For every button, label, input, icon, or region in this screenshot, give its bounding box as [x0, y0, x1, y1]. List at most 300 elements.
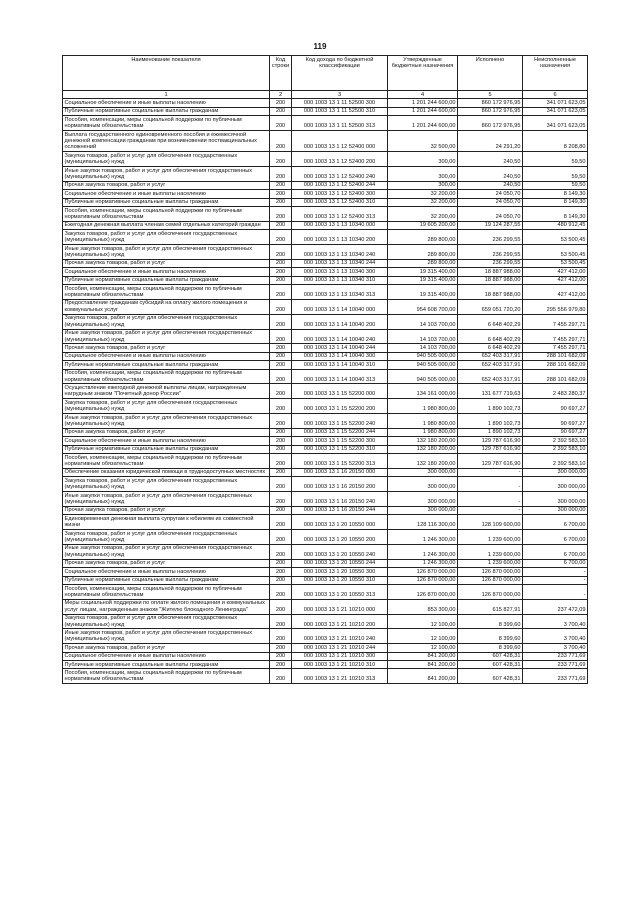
- row-executed-cell: 652 403 317,91: [458, 361, 523, 369]
- row-code-cell: 200: [270, 152, 292, 167]
- table-row: [63, 181, 588, 189]
- table-row: [63, 131, 588, 152]
- row-code-cell: 200: [270, 468, 292, 476]
- row-unexecuted-cell: 8 208,80: [523, 131, 588, 152]
- row-unexecuted-cell: 53 500,45: [523, 230, 588, 245]
- column-number: 3: [292, 91, 388, 99]
- row-approved-cell: 12 100,00: [388, 614, 458, 629]
- row-classification-cell: 000 1003 13 1 15 52200 240: [292, 414, 388, 429]
- table-row: [63, 152, 588, 167]
- row-name-cell: Прочая закупка товаров, работ и услуг: [63, 259, 270, 267]
- row-executed-cell: 24 291,20: [458, 131, 523, 152]
- row-executed-cell: 131 677 719,63: [458, 384, 523, 399]
- row-code-cell: 200: [270, 437, 292, 445]
- row-unexecuted-cell: 3 700,40: [523, 644, 588, 652]
- table-row: [63, 221, 588, 229]
- row-approved-cell: 132 180 200,00: [388, 445, 458, 453]
- row-name-cell: Меры социальной поддержки по оплате жилого помещения и коммунальных услуг лицам, награжденным знаком "Жителю блокадного Ленинграда": [63, 599, 270, 614]
- table-row: [63, 515, 588, 530]
- row-unexecuted-cell: 3 700,40: [523, 614, 588, 629]
- row-approved-cell: 126 870 000,00: [388, 568, 458, 576]
- row-classification-cell: 000 1003 13 1 21 10210 000: [292, 599, 388, 614]
- row-approved-cell: 32 200,00: [388, 190, 458, 198]
- row-code-cell: 200: [270, 544, 292, 559]
- row-classification-cell: 000 1003 13 1 11 52500 300: [292, 99, 388, 107]
- row-name-cell: Пособия, компенсации, меры социальной поддержки по публичным нормативным обязательствам: [63, 285, 270, 300]
- row-executed-cell: 236 299,55: [458, 259, 523, 267]
- column-number: 6: [523, 91, 588, 99]
- row-approved-cell: 1 246 300,00: [388, 544, 458, 559]
- row-unexecuted-cell: 480 912,45: [523, 221, 588, 229]
- table-row: [63, 230, 588, 245]
- row-name-cell: Публичные нормативные социальные выплаты гражданам: [63, 661, 270, 669]
- row-name-cell: Предоставление гражданам субсидий на оплату жилого помещения и коммунальных услуг: [63, 299, 270, 314]
- row-approved-cell: 300 000,00: [388, 506, 458, 514]
- row-classification-cell: 000 1003 13 1 16 20150 240: [292, 492, 388, 507]
- row-executed-cell: 1 890 102,73: [458, 414, 523, 429]
- row-classification-cell: 000 1003 13 1 20 10550 244: [292, 559, 388, 567]
- row-name-cell: Социальное обеспечение и иные выплаты населению: [63, 568, 270, 576]
- row-unexecuted-cell: 341 071 623,05: [523, 116, 588, 131]
- row-approved-cell: 853 300,00: [388, 599, 458, 614]
- row-code-cell: 200: [270, 221, 292, 229]
- row-executed-cell: 19 124 287,55: [458, 221, 523, 229]
- row-name-cell: Прочая закупка товаров, работ и услуг: [63, 506, 270, 514]
- table-row: [63, 259, 588, 267]
- row-code-cell: 200: [270, 530, 292, 545]
- row-classification-cell: 000 1003 13 1 12 52400 000: [292, 131, 388, 152]
- row-unexecuted-cell: 2 392 583,10: [523, 454, 588, 469]
- row-executed-cell: 607 428,31: [458, 652, 523, 660]
- row-name-cell: Пособия, компенсации, меры социальной поддержки по публичным нормативным обязательствам: [63, 369, 270, 384]
- row-approved-cell: 12 100,00: [388, 644, 458, 652]
- row-executed-cell: 1 239 600,00: [458, 559, 523, 567]
- table-row: [63, 477, 588, 492]
- row-executed-cell: 652 403 317,91: [458, 352, 523, 360]
- row-code-cell: 200: [270, 384, 292, 399]
- row-classification-cell: 000 1003 13 1 16 20150 244: [292, 506, 388, 514]
- row-unexecuted-cell: 427 412,00: [523, 276, 588, 284]
- column-number-row: [63, 91, 588, 99]
- table-row: [63, 669, 588, 684]
- row-name-cell: Прочая закупка товаров, работ и услуг: [63, 428, 270, 436]
- row-unexecuted-cell: -: [523, 585, 588, 600]
- row-approved-cell: 1 201 244 600,00: [388, 99, 458, 107]
- table-row: [63, 384, 588, 399]
- row-classification-cell: 000 1003 13 1 11 52500 313: [292, 116, 388, 131]
- table-row: [63, 190, 588, 198]
- table-row: [63, 428, 588, 436]
- row-code-cell: 200: [270, 99, 292, 107]
- row-unexecuted-cell: 6 700,00: [523, 515, 588, 530]
- row-classification-cell: 000 1003 13 1 15 52200 310: [292, 445, 388, 453]
- row-classification-cell: 000 1003 13 1 13 10340 240: [292, 245, 388, 260]
- table-row: [63, 585, 588, 600]
- header-code: Код строки: [270, 56, 292, 91]
- row-executed-cell: 6 648 402,29: [458, 344, 523, 352]
- row-approved-cell: 289 800,00: [388, 245, 458, 260]
- row-name-cell: Иные закупки товаров, работ и услуг для обеспечения государственных (муниципальных) нужд: [63, 167, 270, 182]
- row-executed-cell: 860 172 976,95: [458, 116, 523, 131]
- row-code-cell: 200: [270, 614, 292, 629]
- row-classification-cell: 000 1003 13 1 12 52400 313: [292, 207, 388, 222]
- row-name-cell: Пособия, компенсации, меры социальной поддержки по публичным нормативным обязательствам: [63, 116, 270, 131]
- row-code-cell: 200: [270, 559, 292, 567]
- row-executed-cell: 18 887 988,00: [458, 276, 523, 284]
- row-name-cell: Иные закупки товаров, работ и услуг для обеспечения государственных (муниципальных) нужд: [63, 245, 270, 260]
- row-classification-cell: 000 1003 13 1 15 52200 000: [292, 384, 388, 399]
- row-code-cell: 200: [270, 329, 292, 344]
- row-approved-cell: 128 116 300,00: [388, 515, 458, 530]
- row-approved-cell: 954 608 700,00: [388, 299, 458, 314]
- row-unexecuted-cell: 8 149,30: [523, 190, 588, 198]
- table-row: [63, 99, 588, 107]
- row-classification-cell: 000 1003 13 1 13 10340 300: [292, 268, 388, 276]
- row-classification-cell: 000 1003 13 1 21 10210 240: [292, 629, 388, 644]
- header-approved: Утвержденные бюджетные назначения: [388, 56, 458, 91]
- row-unexecuted-cell: 300 000,00: [523, 492, 588, 507]
- row-name-cell: Публичные нормативные социальные выплаты гражданам: [63, 276, 270, 284]
- row-classification-cell: 000 1003 13 1 12 52400 300: [292, 190, 388, 198]
- row-approved-cell: 940 505 000,00: [388, 352, 458, 360]
- table-row: [63, 614, 588, 629]
- row-classification-cell: 000 1003 13 1 21 10210 313: [292, 669, 388, 684]
- row-code-cell: 200: [270, 207, 292, 222]
- row-unexecuted-cell: 90 697,27: [523, 428, 588, 436]
- row-unexecuted-cell: 427 412,00: [523, 268, 588, 276]
- row-code-cell: 200: [270, 399, 292, 414]
- row-unexecuted-cell: 233 771,69: [523, 669, 588, 684]
- row-classification-cell: 000 1003 13 1 13 10340 244: [292, 259, 388, 267]
- row-executed-cell: 240,50: [458, 152, 523, 167]
- row-name-cell: Пособия, компенсации, меры социальной поддержки по публичным нормативным обязательствам: [63, 585, 270, 600]
- table-row: [63, 437, 588, 445]
- row-name-cell: Иные закупки товаров, работ и услуг для обеспечения государственных (муниципальных) нужд: [63, 544, 270, 559]
- row-unexecuted-cell: 8 149,30: [523, 207, 588, 222]
- row-approved-cell: 1 246 300,00: [388, 559, 458, 567]
- row-unexecuted-cell: 6 700,00: [523, 530, 588, 545]
- row-classification-cell: 000 1003 13 1 15 52200 244: [292, 428, 388, 436]
- row-approved-cell: 126 870 000,00: [388, 585, 458, 600]
- table-row: [63, 167, 588, 182]
- row-executed-cell: 24 050,70: [458, 207, 523, 222]
- row-executed-cell: -: [458, 506, 523, 514]
- row-executed-cell: 129 787 616,90: [458, 445, 523, 453]
- row-unexecuted-cell: 233 771,69: [523, 652, 588, 660]
- row-unexecuted-cell: 90 697,27: [523, 399, 588, 414]
- row-unexecuted-cell: 8 149,30: [523, 198, 588, 206]
- header-classification: Код дохода по бюджетной классификации: [292, 56, 388, 91]
- row-name-cell: Иные закупки товаров, работ и услуг для обеспечения государственных (муниципальных) нужд: [63, 414, 270, 429]
- table-row: [63, 661, 588, 669]
- table-row: [63, 644, 588, 652]
- table-row: [63, 352, 588, 360]
- row-name-cell: Ежегодная денежная выплата членам семей отдельных категорий граждан: [63, 221, 270, 229]
- row-code-cell: 200: [270, 107, 292, 115]
- row-classification-cell: 000 1003 13 1 20 10550 000: [292, 515, 388, 530]
- row-name-cell: Публичные нормативные социальные выплаты гражданам: [63, 107, 270, 115]
- row-code-cell: 200: [270, 669, 292, 684]
- row-approved-cell: 126 870 000,00: [388, 576, 458, 584]
- row-executed-cell: 128 109 600,00: [458, 515, 523, 530]
- row-name-cell: Социальное обеспечение и иные выплаты населению: [63, 99, 270, 107]
- row-approved-cell: 940 505 000,00: [388, 369, 458, 384]
- row-executed-cell: 126 870 000,00: [458, 568, 523, 576]
- row-classification-cell: 000 1003 13 1 13 10340 313: [292, 285, 388, 300]
- table-body: [63, 99, 588, 684]
- row-executed-cell: 8 399,60: [458, 614, 523, 629]
- row-name-cell: Социальное обеспечение и иные выплаты населению: [63, 190, 270, 198]
- table-row: [63, 369, 588, 384]
- row-name-cell: Пособия, компенсации, меры социальной поддержки по публичным нормативным обязательствам: [63, 669, 270, 684]
- table-row: [63, 299, 588, 314]
- row-code-cell: 200: [270, 167, 292, 182]
- row-executed-cell: 659 051 720,20: [458, 299, 523, 314]
- row-name-cell: Закупка товаров, работ и услуг для обеспечения государственных (муниципальных) нужд: [63, 614, 270, 629]
- row-unexecuted-cell: 59,50: [523, 167, 588, 182]
- row-classification-cell: 000 1003 13 1 14 10040 300: [292, 352, 388, 360]
- row-code-cell: 200: [270, 644, 292, 652]
- row-code-cell: 200: [270, 276, 292, 284]
- row-name-cell: Иные закупки товаров, работ и услуг для обеспечения государственных (муниципальных) нужд: [63, 629, 270, 644]
- row-executed-cell: 860 172 976,95: [458, 99, 523, 107]
- row-unexecuted-cell: 288 101 682,09: [523, 352, 588, 360]
- row-code-cell: 200: [270, 259, 292, 267]
- row-code-cell: 200: [270, 428, 292, 436]
- row-executed-cell: 18 887 988,00: [458, 285, 523, 300]
- table-row: [63, 268, 588, 276]
- row-code-cell: 200: [270, 454, 292, 469]
- row-executed-cell: 860 172 976,95: [458, 107, 523, 115]
- table-header-row: [63, 56, 588, 91]
- row-name-cell: Публичные нормативные социальные выплаты гражданам: [63, 445, 270, 453]
- row-executed-cell: -: [458, 468, 523, 476]
- row-executed-cell: 129 787 616,90: [458, 454, 523, 469]
- row-name-cell: Прочая закупка товаров, работ и услуг: [63, 344, 270, 352]
- row-name-cell: Социальное обеспечение и иные выплаты населению: [63, 352, 270, 360]
- row-approved-cell: 940 505 000,00: [388, 361, 458, 369]
- row-approved-cell: 841 200,00: [388, 669, 458, 684]
- row-classification-cell: 000 1003 13 1 13 10340 000: [292, 221, 388, 229]
- row-approved-cell: 132 180 200,00: [388, 437, 458, 445]
- row-executed-cell: 1 239 600,00: [458, 544, 523, 559]
- row-classification-cell: 000 1003 13 1 13 10340 200: [292, 230, 388, 245]
- row-code-cell: 200: [270, 506, 292, 514]
- row-name-cell: Прочая закупка товаров, работ и услуг: [63, 644, 270, 652]
- row-approved-cell: 1 980 800,00: [388, 428, 458, 436]
- row-name-cell: Прочая закупка товаров, работ и услуг: [63, 559, 270, 567]
- row-code-cell: 200: [270, 344, 292, 352]
- row-unexecuted-cell: 2 483 280,37: [523, 384, 588, 399]
- row-unexecuted-cell: 59,50: [523, 181, 588, 189]
- row-executed-cell: 1 890 102,73: [458, 399, 523, 414]
- row-code-cell: 200: [270, 661, 292, 669]
- row-executed-cell: 240,50: [458, 167, 523, 182]
- row-executed-cell: 1 239 600,00: [458, 530, 523, 545]
- table-row: [63, 544, 588, 559]
- table-row: [63, 207, 588, 222]
- row-approved-cell: 300,00: [388, 167, 458, 182]
- row-code-cell: 200: [270, 198, 292, 206]
- row-classification-cell: 000 1003 13 1 20 10550 313: [292, 585, 388, 600]
- row-code-cell: 200: [270, 576, 292, 584]
- row-classification-cell: 000 1003 13 1 16 20150 200: [292, 477, 388, 492]
- row-approved-cell: 300 000,00: [388, 477, 458, 492]
- row-name-cell: Выплата государственного единовременного пособия и ежемесячной денежной компенсации гражданам при возникновении поствакцинальных осложнений: [63, 131, 270, 152]
- row-code-cell: 200: [270, 116, 292, 131]
- table-row: [63, 285, 588, 300]
- row-approved-cell: 289 800,00: [388, 230, 458, 245]
- row-name-cell: Осуществление ежегодной денежной выплаты лицам, награжденным нагрудным знаком "Почетный донор России": [63, 384, 270, 399]
- column-number: 2: [270, 91, 292, 99]
- row-executed-cell: 24 050,70: [458, 198, 523, 206]
- row-code-cell: 200: [270, 445, 292, 453]
- row-approved-cell: 300,00: [388, 181, 458, 189]
- row-unexecuted-cell: 3 700,40: [523, 629, 588, 644]
- row-code-cell: 200: [270, 131, 292, 152]
- row-classification-cell: 000 1003 13 1 20 10550 300: [292, 568, 388, 576]
- table-row: [63, 492, 588, 507]
- header-unexecuted: Неисполненные назначения: [523, 56, 588, 91]
- row-approved-cell: 19 315 400,00: [388, 276, 458, 284]
- table-row: [63, 454, 588, 469]
- table-row: [63, 414, 588, 429]
- row-name-cell: Закупка товаров, работ и услуг для обеспечения государственных (муниципальных) нужд: [63, 399, 270, 414]
- row-code-cell: 200: [270, 492, 292, 507]
- row-classification-cell: 000 1003 13 1 21 10210 200: [292, 614, 388, 629]
- table-row: [63, 445, 588, 453]
- row-name-cell: Единовременная денежная выплата супругам к юбилеям их совместной жизни: [63, 515, 270, 530]
- row-code-cell: 200: [270, 230, 292, 245]
- row-unexecuted-cell: 6 700,00: [523, 544, 588, 559]
- row-approved-cell: 134 161 000,00: [388, 384, 458, 399]
- row-approved-cell: 14 103 700,00: [388, 329, 458, 344]
- page-number: 119: [313, 42, 327, 51]
- row-approved-cell: 1 980 800,00: [388, 414, 458, 429]
- row-unexecuted-cell: 90 697,27: [523, 414, 588, 429]
- table-row: [63, 599, 588, 614]
- row-executed-cell: 126 870 000,00: [458, 576, 523, 584]
- row-approved-cell: 300 000,00: [388, 492, 458, 507]
- row-approved-cell: 1 246 300,00: [388, 530, 458, 545]
- column-number: 1: [63, 91, 270, 99]
- row-unexecuted-cell: 341 071 623,05: [523, 107, 588, 115]
- table-row: [63, 198, 588, 206]
- row-unexecuted-cell: 2 392 583,10: [523, 437, 588, 445]
- row-name-cell: Социальное обеспечение и иные выплаты населению: [63, 268, 270, 276]
- row-approved-cell: 841 200,00: [388, 661, 458, 669]
- row-executed-cell: 236 299,55: [458, 230, 523, 245]
- row-approved-cell: 14 103 700,00: [388, 344, 458, 352]
- row-executed-cell: 18 887 988,00: [458, 268, 523, 276]
- row-approved-cell: 12 100,00: [388, 629, 458, 644]
- row-executed-cell: -: [458, 492, 523, 507]
- row-unexecuted-cell: -: [523, 568, 588, 576]
- row-unexecuted-cell: 300 000,00: [523, 477, 588, 492]
- row-unexecuted-cell: 233 771,69: [523, 661, 588, 669]
- row-approved-cell: 1 201 244 600,00: [388, 116, 458, 131]
- row-unexecuted-cell: 59,50: [523, 152, 588, 167]
- row-classification-cell: 000 1003 13 1 21 10210 310: [292, 661, 388, 669]
- row-classification-cell: 000 1003 13 1 14 10040 310: [292, 361, 388, 369]
- row-unexecuted-cell: 6 700,00: [523, 559, 588, 567]
- row-code-cell: 200: [270, 369, 292, 384]
- row-executed-cell: 8 399,60: [458, 644, 523, 652]
- table-row: [63, 344, 588, 352]
- row-classification-cell: 000 1003 13 1 14 10040 240: [292, 329, 388, 344]
- row-unexecuted-cell: 300 000,00: [523, 468, 588, 476]
- row-executed-cell: 615 827,91: [458, 599, 523, 614]
- row-approved-cell: 19 315 400,00: [388, 268, 458, 276]
- row-unexecuted-cell: 288 101 682,09: [523, 361, 588, 369]
- row-classification-cell: 000 1003 13 1 11 52500 310: [292, 107, 388, 115]
- row-classification-cell: 000 1003 13 1 12 52400 240: [292, 167, 388, 182]
- row-unexecuted-cell: 300 000,00: [523, 506, 588, 514]
- row-approved-cell: 32 200,00: [388, 207, 458, 222]
- row-executed-cell: 607 428,31: [458, 661, 523, 669]
- row-unexecuted-cell: 237 472,09: [523, 599, 588, 614]
- row-classification-cell: 000 1003 13 1 15 52200 313: [292, 454, 388, 469]
- row-approved-cell: 14 103 700,00: [388, 314, 458, 329]
- row-classification-cell: 000 1003 13 1 15 52200 200: [292, 399, 388, 414]
- table-row: [63, 399, 588, 414]
- row-classification-cell: 000 1003 13 1 16 20150 000: [292, 468, 388, 476]
- row-unexecuted-cell: 288 101 682,09: [523, 369, 588, 384]
- row-classification-cell: 000 1003 13 1 15 52200 300: [292, 437, 388, 445]
- table-row: [63, 530, 588, 545]
- row-classification-cell: 000 1003 13 1 14 10040 313: [292, 369, 388, 384]
- row-code-cell: 200: [270, 190, 292, 198]
- row-code-cell: 200: [270, 299, 292, 314]
- row-unexecuted-cell: 7 455 297,71: [523, 344, 588, 352]
- row-name-cell: Закупка товаров, работ и услуг для обеспечения государственных (муниципальных) нужд: [63, 152, 270, 167]
- row-unexecuted-cell: -: [523, 576, 588, 584]
- row-name-cell: Пособия, компенсации, меры социальной поддержки по публичным нормативным обязательствам: [63, 207, 270, 222]
- row-unexecuted-cell: 7 455 297,71: [523, 329, 588, 344]
- row-executed-cell: -: [458, 477, 523, 492]
- row-code-cell: 200: [270, 314, 292, 329]
- row-code-cell: 200: [270, 361, 292, 369]
- table-row: [63, 559, 588, 567]
- row-executed-cell: 6 648 402,29: [458, 329, 523, 344]
- row-classification-cell: 000 1003 13 1 12 52400 244: [292, 181, 388, 189]
- table-row: [63, 506, 588, 514]
- row-classification-cell: 000 1003 13 1 20 10550 310: [292, 576, 388, 584]
- table-row: [63, 576, 588, 584]
- row-code-cell: 200: [270, 414, 292, 429]
- table-row: [63, 245, 588, 260]
- row-classification-cell: 000 1003 13 1 12 52400 310: [292, 198, 388, 206]
- row-name-cell: Закупка товаров, работ и услуг для обеспечения государственных (муниципальных) нужд: [63, 530, 270, 545]
- row-unexecuted-cell: 2 392 583,10: [523, 445, 588, 453]
- row-executed-cell: 6 648 402,29: [458, 314, 523, 329]
- row-name-cell: Публичные нормативные социальные выплаты гражданам: [63, 576, 270, 584]
- row-approved-cell: 132 180 200,00: [388, 454, 458, 469]
- row-classification-cell: 000 1003 13 1 13 10340 310: [292, 276, 388, 284]
- row-name-cell: Закупка товаров, работ и услуг для обеспечения государственных (муниципальных) нужд: [63, 230, 270, 245]
- row-code-cell: 200: [270, 599, 292, 614]
- row-approved-cell: 300 000,00: [388, 468, 458, 476]
- row-approved-cell: 32 200,00: [388, 198, 458, 206]
- row-name-cell: Социальное обеспечение и иные выплаты населению: [63, 652, 270, 660]
- row-unexecuted-cell: 341 071 623,05: [523, 99, 588, 107]
- table-row: [63, 116, 588, 131]
- row-name-cell: Прочая закупка товаров, работ и услуг: [63, 181, 270, 189]
- row-code-cell: 200: [270, 515, 292, 530]
- row-unexecuted-cell: 53 500,45: [523, 259, 588, 267]
- row-approved-cell: 32 500,00: [388, 131, 458, 152]
- row-code-cell: 200: [270, 585, 292, 600]
